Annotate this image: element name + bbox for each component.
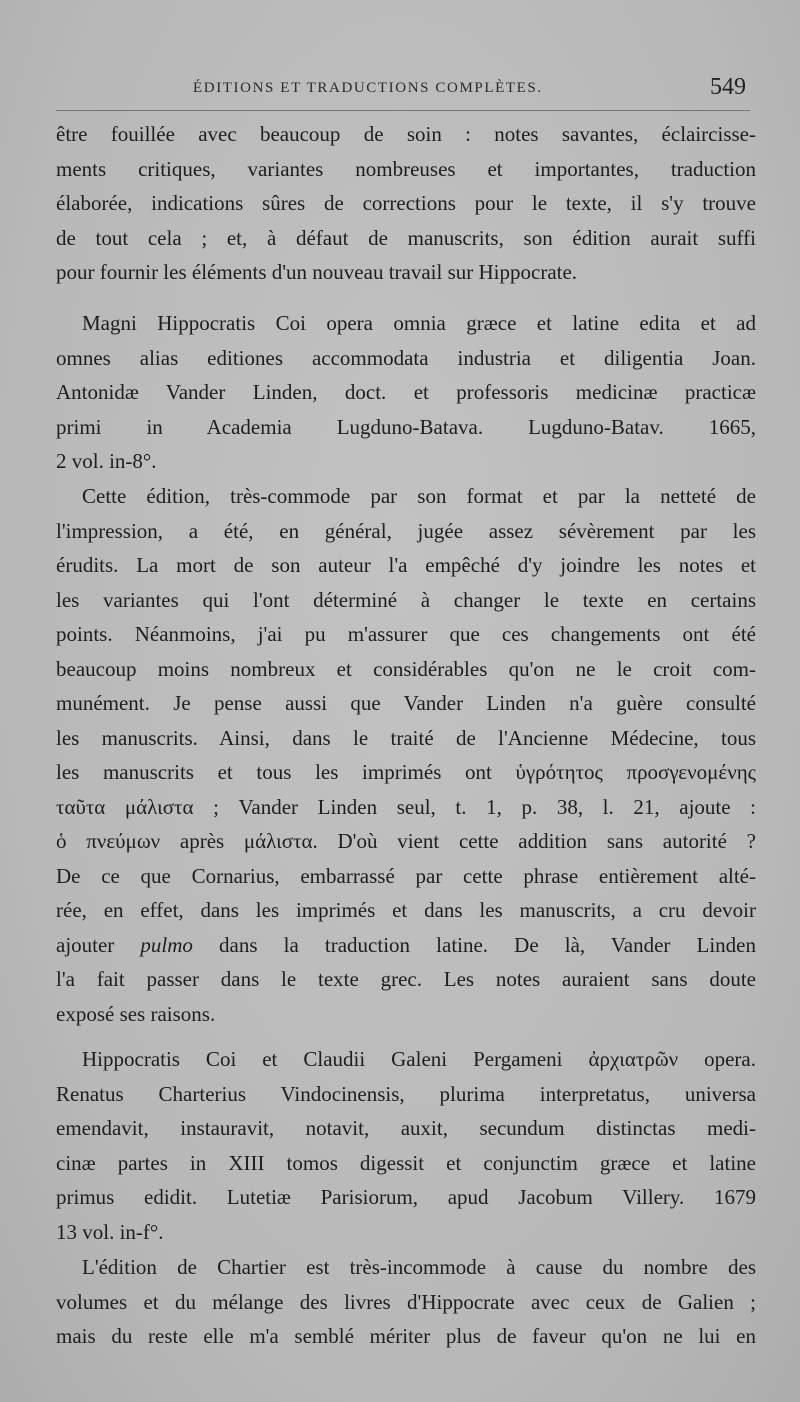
text-line: L'édition de Chartier est très-incommode à cause du nombre des xyxy=(82,1255,756,1279)
text-line: cinæ partes in XIII tomos digessit et conjunctim græce et latine xyxy=(56,1150,756,1175)
text-line: Hippocratis Coi et Claudii Galeni Pergameni ἀρχιατρῶν opera. xyxy=(82,1047,756,1071)
text-line: pour fournir les éléments d'un nouveau travail sur Hippocrate. xyxy=(56,260,578,284)
text-line: emendavit, instauravit, notavit, auxit, secundum distinctas medi- xyxy=(56,1116,756,1140)
text-line: Antonidæ Vander Linden, doct. et professoris medicinæ practicæ xyxy=(56,380,756,404)
text-line: munément. Je pense aussi que Vander Linden n'a guère consulté xyxy=(56,691,756,715)
text-line: mais du reste elle m'a semblé mériter plus de faveur qu'on ne lui en xyxy=(56,1324,756,1348)
text-line: ταῦτα μάλιστα ; Vander Linden seul, t. 1, p. 38, l. 21, ajoute : xyxy=(56,794,756,819)
bibliographic-entry-chartier xyxy=(56,1042,756,1249)
text-line: 2 vol. in-8°. xyxy=(56,449,157,473)
bibliographic-entry-vander-linden xyxy=(56,306,756,479)
text-line: l'a fait passer dans le texte grec. Les notes auraient sans doute xyxy=(56,967,756,991)
paragraph-continuation xyxy=(56,117,756,290)
text-line: primus edidit. Lutetiæ Parisiorum, apud Jacobum Villery. 1679 xyxy=(56,1185,756,1209)
text-line: être fouillée avec beaucoup de soin : notes savantes, éclaircisse- xyxy=(56,122,756,146)
text-line: Magni Hippocratis Coi opera omnia græce et latine edita et ad xyxy=(82,311,756,335)
text-line: points. Néanmoins, j'ai pu m'assurer que ces changements ont été xyxy=(56,622,756,646)
text-line: ments critiques, variantes nombreuses et importantes, traduction xyxy=(56,156,756,181)
text-line: élaborée, indications sûres de corrections pour le texte, il s'y trouve xyxy=(56,191,756,215)
page-number: 549 xyxy=(710,74,746,100)
text-line: Renatus Charterius Vindocinensis, plurima interpretatus, universa xyxy=(56,1081,756,1106)
header-rule xyxy=(56,110,750,111)
text-line: l'impression, a été, en général, jugée assez sévèrement par les xyxy=(56,518,756,543)
running-title: ÉDITIONS ET TRADUCTIONS COMPLÈTES. xyxy=(193,80,543,96)
text-line: les manuscrits. Ainsi, dans le traité de l'Ancienne Médecine, tous xyxy=(56,725,756,750)
text-line: rée, en effet, dans les imprimés et dans les manuscrits, a cru devoir xyxy=(56,898,756,922)
text-line: primi in Academia Lugduno-Batava. Lugduno-Batav. 1665, xyxy=(56,414,756,439)
page-header xyxy=(58,74,748,110)
text-line: omnes alias editiones accommodata industria et diligentia Joan. xyxy=(56,345,756,370)
text-line: ajouter pulmo dans la traduction latine. De là, Vander Linden xyxy=(56,932,756,957)
text-line: exposé ses raisons. xyxy=(56,1001,216,1026)
text-line: De ce que Cornarius, embarrassé par cette phrase entièrement alté- xyxy=(56,863,756,888)
text-line: volumes et du mélange des livres d'Hippocrate avec ceux de Galien ; xyxy=(56,1289,756,1314)
text-line: les variantes qui l'ont déterminé à changer le texte en certains xyxy=(56,587,756,612)
paragraph-commentary-vander-linden xyxy=(56,479,756,1031)
text-line: Cette édition, très-commode par son format et par la netteté de xyxy=(82,484,756,508)
text-line: les manuscrits et tous les imprimés ont ὑγρότητος προσγενομένης xyxy=(56,760,756,784)
text-line: de tout cela ; et, à défaut de manuscrits, son édition aurait suffi xyxy=(56,225,756,250)
text-line: ὁ πνεύμων après μάλιστα. D'où vient cette addition sans autorité ? xyxy=(56,829,756,853)
text-line: 13 vol. in-f°. xyxy=(56,1219,164,1244)
paragraph-commentary-chartier xyxy=(56,1250,756,1354)
text-line: beaucoup moins nombreux et considérables qu'on ne le croit com- xyxy=(56,656,756,681)
text-line: érudits. La mort de son auteur l'a empêché d'y joindre les notes et xyxy=(56,553,756,577)
